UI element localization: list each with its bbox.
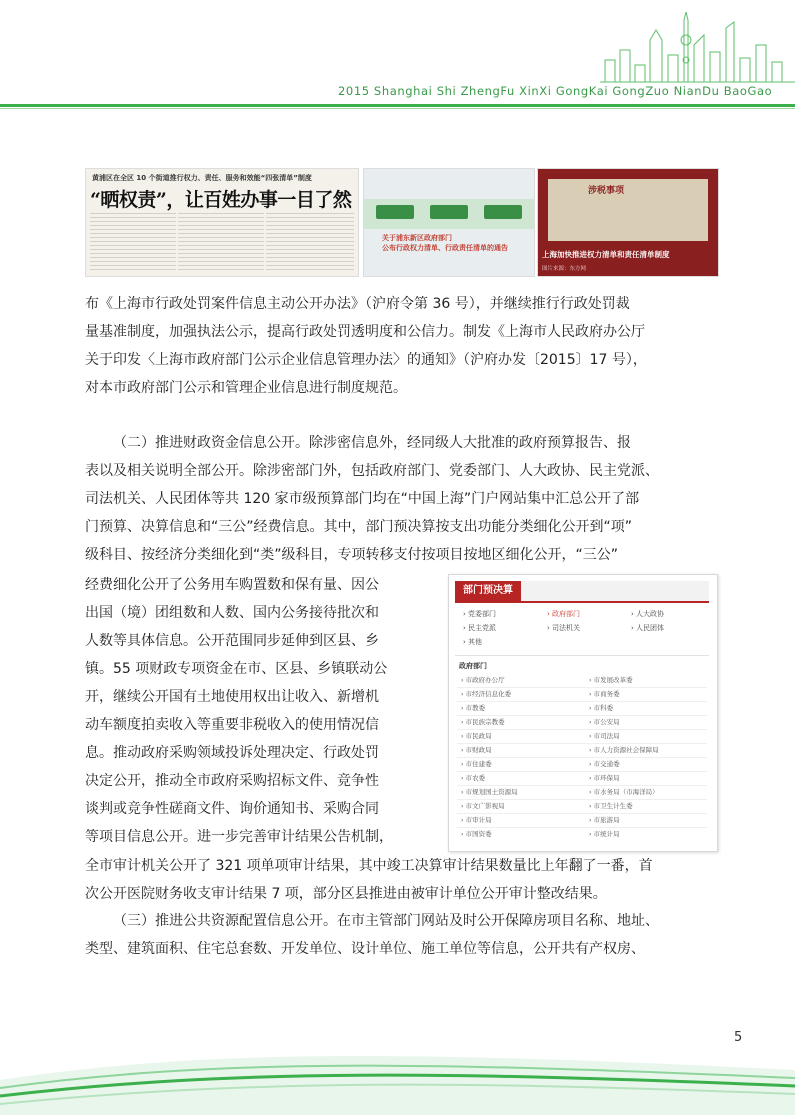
paragraph-2-line: 经费细化公开了公务用车购置数和保有量、因公 <box>85 577 379 593</box>
department-link[interactable]: › 市司法局 <box>589 732 620 740</box>
website-button <box>484 205 522 219</box>
department-link[interactable]: › 市水务局（市海洋局） <box>589 788 659 796</box>
category-link[interactable]: › 党委部门 <box>463 610 497 618</box>
department-link[interactable]: › 市财政局 <box>461 746 492 754</box>
budget-panel-header <box>455 581 709 603</box>
board-caption: 上海加快推进权力清单和责任清单制度 <box>542 250 670 259</box>
paragraph-2-line: 出国（境）团组数和人数、国内公务接待批次和 <box>85 605 379 621</box>
newspaper-body-text <box>90 213 354 273</box>
paragraph-2-line: 门预算、决算信息和“三公”经费信息。其中，部门预决算按支出功能分类细化公开到“项” <box>85 519 633 535</box>
skyline-illustration <box>600 10 795 90</box>
paragraph-1-line: 量基准制度，加强执法公示，提高行政处罚透明度和公信力。制发《上海市人民政府办公厅 <box>85 324 645 340</box>
row-divider <box>457 701 707 702</box>
paragraph-2-line: 决定公开，推动全市政府采购招标文件、竞争性 <box>85 773 379 789</box>
category-link[interactable]: › 民主党派 <box>463 624 497 632</box>
website-caption-line: 关于浦东新区政府部门 <box>382 234 452 242</box>
paragraph-1-line: 对本市政府部门公示和管理企业信息进行制度规范。 <box>85 380 407 396</box>
department-link[interactable]: › 市环保局 <box>589 774 620 782</box>
budget-website-screenshot <box>448 574 718 852</box>
department-link[interactable]: › 市民政局 <box>461 732 492 740</box>
department-link[interactable]: › 市人力资源社会保障局 <box>589 746 659 754</box>
department-link[interactable]: › 市公安局 <box>589 718 620 726</box>
paragraph-2-line: 司法机关、人民团体等共 120 家市级预算部门均在“中国上海”门户网站集中汇总公开了部 <box>85 491 640 507</box>
paragraph-2-line: 等项目信息公开。进一步完善审计结果公告机制， <box>85 829 393 845</box>
paragraph-2-line: 次公开医院财务收支审计结果 7 项，部分区县推进由被审计单位公开审计整改结果。 <box>85 886 607 902</box>
paragraph-2-line: 表以及相关说明全部公开。除涉密部门外，包括政府部门、党委部门、人大政协、民主党派、 <box>85 463 659 479</box>
page-header <box>0 0 795 110</box>
paragraph-2-line: 级科目、按经济分类细化到“类”级科目，专项转移支付按项目按地区细化公开，“三公” <box>85 547 619 563</box>
category-link[interactable]: › 其他 <box>463 638 483 646</box>
department-link[interactable]: › 市住建委 <box>461 760 492 768</box>
department-link[interactable]: › 市发展改革委 <box>589 676 633 684</box>
department-link[interactable]: › 市民族宗教委 <box>461 718 505 726</box>
page-number: 5 <box>734 1030 743 1045</box>
paragraph-3-line: 类型、建筑面积、住宅总套数、开发单位、设计单位、施工单位等信息，公开共有产权房、 <box>85 941 645 957</box>
panel-divider <box>455 655 709 656</box>
website-caption-line: 公布行政权力清单、行政责任清单的通告 <box>382 244 508 252</box>
photo-strip <box>85 168 717 275</box>
section-2-heading-line: （二）推进财政资金信息公开。除涉密信息外，经同级人大批准的政府预算报告、报 <box>113 435 631 451</box>
row-divider <box>457 729 707 730</box>
category-link[interactable]: › 司法机关 <box>547 624 581 632</box>
department-link[interactable]: › 市经济信息化委 <box>461 690 512 698</box>
board-source: 图片来源：东方网 <box>542 266 587 272</box>
row-divider <box>457 785 707 786</box>
header-divider-thin <box>0 108 795 109</box>
row-divider <box>457 687 707 688</box>
department-link[interactable]: › 市统计局 <box>589 830 620 838</box>
website-button <box>376 205 414 219</box>
department-link[interactable]: › 市国资委 <box>461 830 492 838</box>
paragraph-2-line: 全市审计机关公开了 321 项单项审计结果，其中竣工决算审计结果数量比上年翻了一番，首 <box>85 858 653 874</box>
category-link[interactable]: › 人民团体 <box>631 624 665 632</box>
service-board <box>548 179 708 241</box>
paragraph-2-line: 镇。55 项财政专项资金在市、区县、乡镇联动公 <box>85 661 388 677</box>
budget-panel-title: 部门预决算 <box>455 581 521 601</box>
paragraph-1-line: 布《上海市行政处罚案件信息主动公开办法》（沪府令第 36 号），并继续推行行政处罚裁 <box>85 296 630 312</box>
newspaper-clipping <box>85 168 359 277</box>
department-link[interactable]: › 市商务委 <box>589 690 620 698</box>
department-link[interactable]: › 市审计局 <box>461 816 492 824</box>
board-title: 涉税事项 <box>588 186 625 196</box>
paragraph-2-line: 开，继续公开国有土地使用权出让收入、新增机 <box>85 689 379 705</box>
website-caption <box>382 233 508 253</box>
department-link[interactable]: › 市文广影视局 <box>461 802 505 810</box>
paragraph-2-line: 动车额度拍卖收入等重要非税收入的使用情况信 <box>85 717 379 733</box>
department-link[interactable]: › 市农委 <box>461 774 486 782</box>
row-divider <box>457 827 707 828</box>
row-divider <box>457 743 707 744</box>
section-3-heading-line: （三）推进公共资源配置信息公开。在市主管部门网站及时公开保障房项目名称、地址、 <box>113 913 659 929</box>
website-button <box>430 205 468 219</box>
department-link[interactable]: › 市规划国土资源局 <box>461 788 518 796</box>
department-link[interactable]: › 市政府办公厅 <box>461 676 505 684</box>
footer-wave-decoration <box>0 1040 795 1115</box>
newspaper-headline: “晒权责”，让百姓办事一目了然 <box>90 189 352 211</box>
report-title: 2015 Shanghai Shi ZhengFu XinXi GongKai GongZuo NianDu BaoGao <box>338 84 773 98</box>
department-link[interactable]: › 市教委 <box>461 704 486 712</box>
row-divider <box>457 715 707 716</box>
header-divider <box>0 104 795 107</box>
paragraph-2-line: 谈判或竞争性磋商文件、询价通知书、采购合同 <box>85 801 379 817</box>
paragraph-2-line: 人数等具体信息。公开范围同步延伸到区县、乡 <box>85 633 379 649</box>
service-board-photo <box>537 168 719 277</box>
category-link[interactable]: › 人大政协 <box>631 610 665 618</box>
category-link-active[interactable]: › 政府部门 <box>547 610 581 618</box>
department-link[interactable]: › 市科委 <box>589 704 614 712</box>
department-link[interactable]: › 市旅游局 <box>589 816 620 824</box>
row-divider <box>457 813 707 814</box>
paragraph-1-line: 关于印发〈上海市政府部门公示企业信息管理办法〉的通知》（沪府办发〔2015〕17 号）， <box>85 352 647 368</box>
department-list-heading: 政府部门 <box>459 662 487 670</box>
website-photo <box>363 168 535 277</box>
department-link[interactable]: › 市交通委 <box>589 760 620 768</box>
department-link[interactable]: › 市卫生计生委 <box>589 802 633 810</box>
paragraph-2-line: 息。推动政府采购领域投诉处理决定、行政处罚 <box>85 745 379 761</box>
row-divider <box>457 799 707 800</box>
newspaper-kicker: 黄浦区在全区 10 个街道推行权力、责任、服务和效能“四张清单”制度 <box>92 174 312 182</box>
row-divider <box>457 757 707 758</box>
row-divider <box>457 771 707 772</box>
